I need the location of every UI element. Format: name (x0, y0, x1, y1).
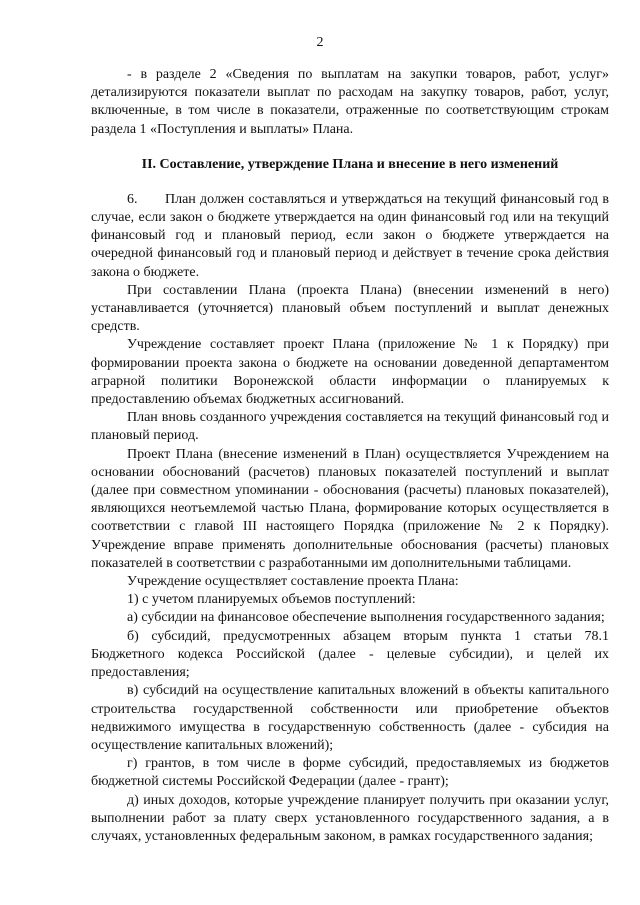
paragraph-drafting: Учреждение осуществляет составление проекта Плана: (127, 574, 459, 590)
intro-paragraph: - в разделе 2 «Сведения по выплатам на закупки товаров, работ, услуг» детализируются показатели выплат по расходам на закупку товаров, работ, услуг, включенные, в том числе в показатели, отраженные по соответствующим строкам раздела 1 «Поступления и выплаты» Плана. (91, 67, 609, 137)
list-item-v: в) субсидий на осуществление капитальных вложений в объекты капитального строительства государственной собственности или приобретение объектов недвижимого имущества в государственную собственность (далее - субсидия на осуществление капитальных вложений); (91, 683, 609, 753)
item-6-text: План должен составляться и утверждаться на текущий финансовый год в случае, если закон о бюджете утверждается на один финансовый год или на текущий финансовый год и плановый период, если закон о бюджете утверждается на очередной финансовый год и плановый период и действует в течение срока действия закона о бюджете. (91, 191, 609, 280)
section-heading: II. Составление, утверждение Плана и внесение в него изменений (141, 156, 559, 172)
paragraph-draft-plan: Учреждение составляет проект Плана (приложение № 1 к Порядку) при формировании проекта закона о бюджете на основании доведенной департаментом аграрной политики Воронежской области информации о планируемых к предоставлению объемах бюджетных ассигнований. (91, 337, 609, 408)
item-6-paragraph (91, 191, 609, 282)
paragraph-new-institution: План вновь созданного учреждения составляется на текущий финансовый год и плановый период. (91, 410, 609, 444)
list-item-1: 1) с учетом планируемых объемов поступлений: (127, 592, 416, 608)
document-body (91, 66, 609, 846)
list-item-b: б) субсидий, предусмотренных абзацем вторым пункта 1 статьи 78.1 Бюджетного кодекса Российской (далее - целевые субсидии), и целей их предоставления; (91, 628, 609, 681)
list-item-d: д) иных доходов, которые учреждение планирует получить при оказании услуг, выполнении работ за плату сверх установленного государственного задания, а в случаях, установленных федеральным законом, в рамках государственного задания; (91, 792, 609, 844)
list-item-a: а) субсидии на финансовое обеспечение выполнения государственного задания; (127, 610, 605, 626)
paragraph-justifications: Проект Плана (внесение изменений в План) осуществляется Учреждением на основании обоснований (расчетов) плановых показателей поступлений и выплат (далее при совместном упоминании - обоснования (расчеты) плановых показателей), являющихся неотъемлемой частью Плана, формирование которых осуществляется в соответствии с главой III настоящего Порядка (приложение № 2 к Порядку). Учреждение вправе применять дополнительные обоснования (расчеты) плановых показателей в соответствии с разработанными им дополнительными таблицами. (91, 446, 609, 571)
page-number: 2 (316, 35, 324, 50)
paragraph-plan-volume: При составлении Плана (проекта Плана) (внесении изменений в него) устанавливается (уточняется) плановый объем поступлений и выплат денежных средств. (91, 282, 609, 335)
item-6-number: 6. (127, 191, 138, 207)
list-item-g: г) грантов, в том числе в форме субсидий, предоставляемых из бюджетов бюджетной системы Российской Федерации (далее - грант); (91, 756, 609, 790)
